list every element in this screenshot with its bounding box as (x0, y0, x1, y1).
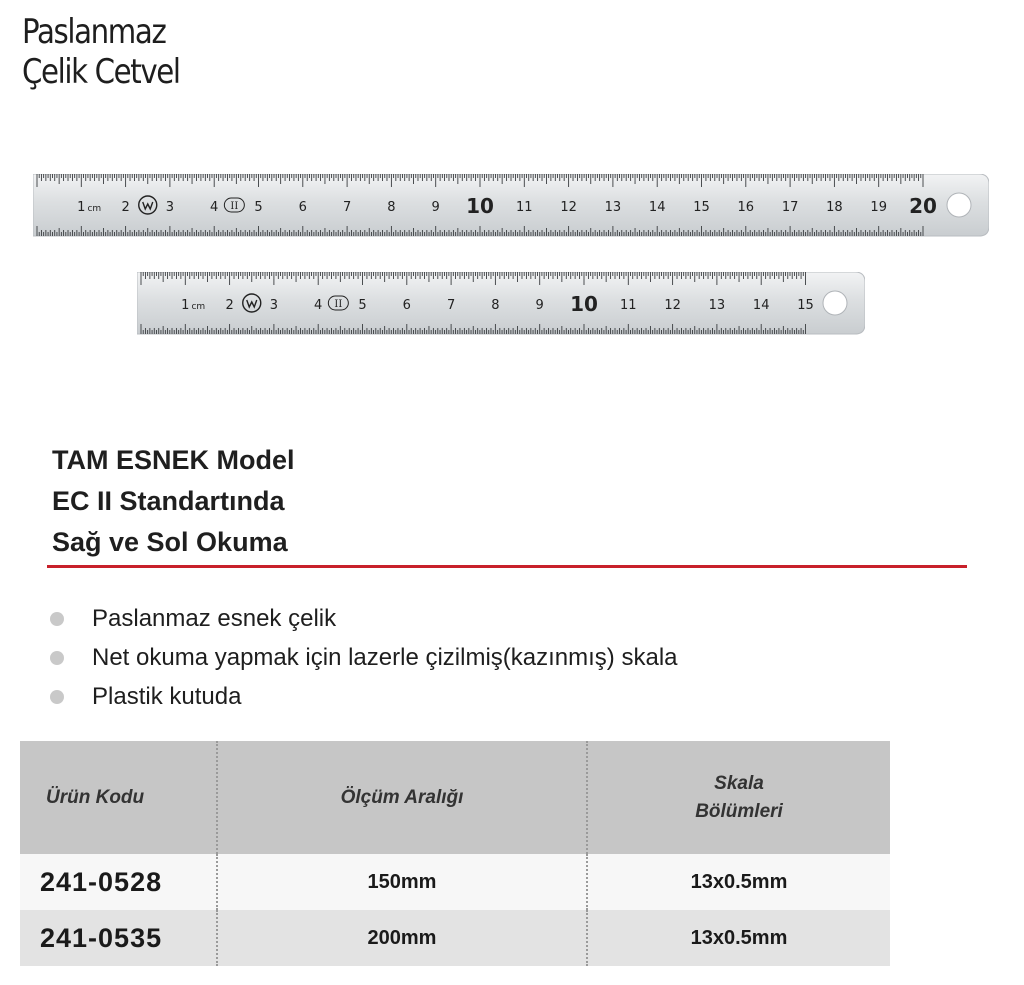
feature-line-1: TAM ESNEK Model (52, 445, 295, 475)
ruler-label: 15 (797, 298, 814, 313)
page-title (22, 12, 180, 92)
ruler-label: 5 (254, 200, 263, 215)
ruler-label: 4 (314, 298, 323, 313)
ruler-label: 10 (570, 292, 598, 316)
red-divider (47, 565, 967, 568)
bullet-list (50, 599, 678, 716)
ruler-label: 8 (491, 298, 500, 313)
measuring-range: 150mm (217, 854, 587, 910)
ruler-label: 16 (737, 200, 755, 215)
bullet-item: Paslanmaz esnek çelik (50, 599, 678, 638)
ruler-label: 2 (225, 298, 234, 313)
table-row (20, 854, 890, 910)
ruler-20cm-image (33, 174, 989, 238)
ruler-unit-label: cm (191, 302, 206, 312)
ruler-label: 14 (752, 298, 770, 313)
scale-divisions: 13x0.5mm (587, 910, 890, 966)
product-table (20, 741, 890, 966)
bullet-dot-icon (50, 690, 64, 704)
ruler-label: 3 (165, 200, 175, 215)
ruler-label: 13 (708, 298, 726, 313)
ruler-label: 2 (121, 200, 130, 215)
ruler-label: 1 (181, 298, 190, 313)
ruler-label: 1 (77, 200, 86, 215)
ruler-15cm-image (137, 272, 865, 336)
header-product-code: Ürün Kodu (20, 741, 217, 854)
ruler-label: 3 (269, 298, 279, 313)
svg-text:II: II (334, 299, 343, 310)
ruler-label: 11 (620, 298, 637, 313)
ruler-label: 10 (466, 194, 494, 218)
ruler-label: 12 (560, 200, 577, 215)
svg-text:II: II (230, 201, 239, 212)
title-line-1: Paslanmaz (22, 12, 166, 52)
table-row (20, 910, 890, 966)
ruler-label: 7 (446, 298, 456, 313)
product-code: 241-0535 (20, 910, 217, 966)
bullet-dot-icon (50, 612, 64, 626)
measuring-range: 200mm (217, 910, 587, 966)
bullet-item: Net okuma yapmak için lazerle çizilmiş(kazınmış) skala (50, 638, 678, 677)
ruler-label: 17 (781, 200, 799, 215)
ruler-label: 12 (664, 298, 681, 313)
bullet-item: Plastik kutuda (50, 677, 678, 716)
product-code: 241-0528 (20, 854, 217, 910)
ruler-label: 19 (870, 200, 887, 215)
title-line-2: Çelik Cetvel (22, 52, 180, 93)
feature-line-3: Sağ ve Sol Okuma (52, 527, 288, 557)
ruler-label: 6 (298, 200, 307, 215)
ruler-label: 9 (431, 200, 440, 215)
ruler-label: 14 (648, 200, 666, 215)
ruler-unit-label: cm (87, 204, 102, 214)
ruler-label: 13 (604, 200, 622, 215)
ruler-label: 6 (402, 298, 411, 313)
bullet-dot-icon (50, 651, 64, 665)
ruler-label: 18 (826, 200, 843, 215)
hanging-hole-icon (947, 193, 971, 217)
ruler-label: 11 (516, 200, 533, 215)
feature-line-2: EC II Standartında (52, 486, 285, 516)
ruler-label: 5 (358, 298, 367, 313)
table-header-row (20, 741, 890, 854)
scale-divisions: 13x0.5mm (587, 854, 890, 910)
header-scale-divisions: Skala Bölümleri (587, 741, 890, 854)
ruler-body (33, 174, 989, 236)
ruler-label: 20 (909, 194, 937, 218)
ruler-label: 9 (535, 298, 544, 313)
ruler-label: 4 (210, 200, 219, 215)
ruler-label: 15 (693, 200, 710, 215)
ruler-label: 7 (342, 200, 352, 215)
header-measuring-range: Ölçüm Aralığı (217, 741, 587, 854)
hanging-hole-icon (823, 291, 847, 315)
feature-headings (52, 440, 295, 563)
ruler-label: 8 (387, 200, 396, 215)
